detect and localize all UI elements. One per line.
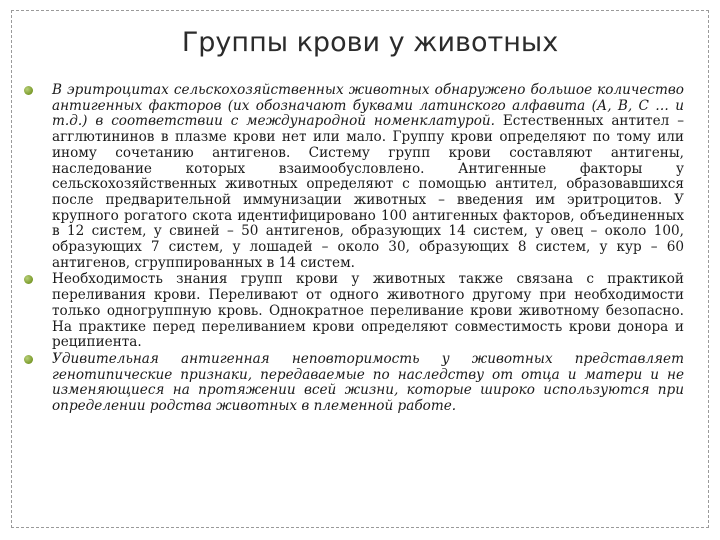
bullet-item-uniqueness: [36, 352, 684, 415]
bullet-item-transfusion: [36, 272, 684, 351]
bullet-item-antigens-text: Естественных антител – агглютининов в плазме крови нет или мало. Группу крови определяют по тому или иному сочетанию антигенов. Систему групп крови составляют антигены, наследование которых взаимообусловлено. Антигенные факторы у сельскохозяйственных животных определяют с помощью антител, образовавшихся после предварительной иммунизации животных – введения им эритроцитов. У крупного рогатого скота идентифицировано 100 антигенных факторов, объединенных в 12 систем, у свиней – 50 антигенов, образующих 14 систем, у овец – около 100, образующих 7 систем, у лошадей – около 30, образующих 8 систем, у кур – 60 антигенов, сгруппированных в 14 систем.: [52, 113, 684, 271]
bullet-item-uniqueness-text: Удивительная антигенная неповторимость у животных представляет генотипические признаки, передаваемые по наследству от отца и матери и не изменяющиеся на протяжении всей жизни, которые широко используются при определении родства животных в племенной работе.: [52, 350, 684, 415]
bullet-item-antigens-italic-text: В эритроцитах сельскохозяйственных животных обнаружено большое количество антигенных факторов (их обозначают буквами латинского алфавита (А, В, С … и т.д.) в соответствии с международной номенклатурой.: [52, 82, 684, 130]
bullet-item-transfusion-text: Необходимость знания групп крови у животных также связана с практикой переливания крови. Переливают от одного животного другому при необходимости только одногруппную кровь. Однократное переливание крови животному безопасно. На практике перед переливанием крови определяют совместимость крови донора и реципиента.: [52, 271, 684, 351]
bullet-icon: [24, 86, 33, 95]
slide-content: [36, 83, 684, 416]
bullet-item-antigens: [36, 83, 684, 271]
slide-title: Группы крови у животных: [181, 27, 559, 58]
bullet-icon: [24, 355, 33, 364]
